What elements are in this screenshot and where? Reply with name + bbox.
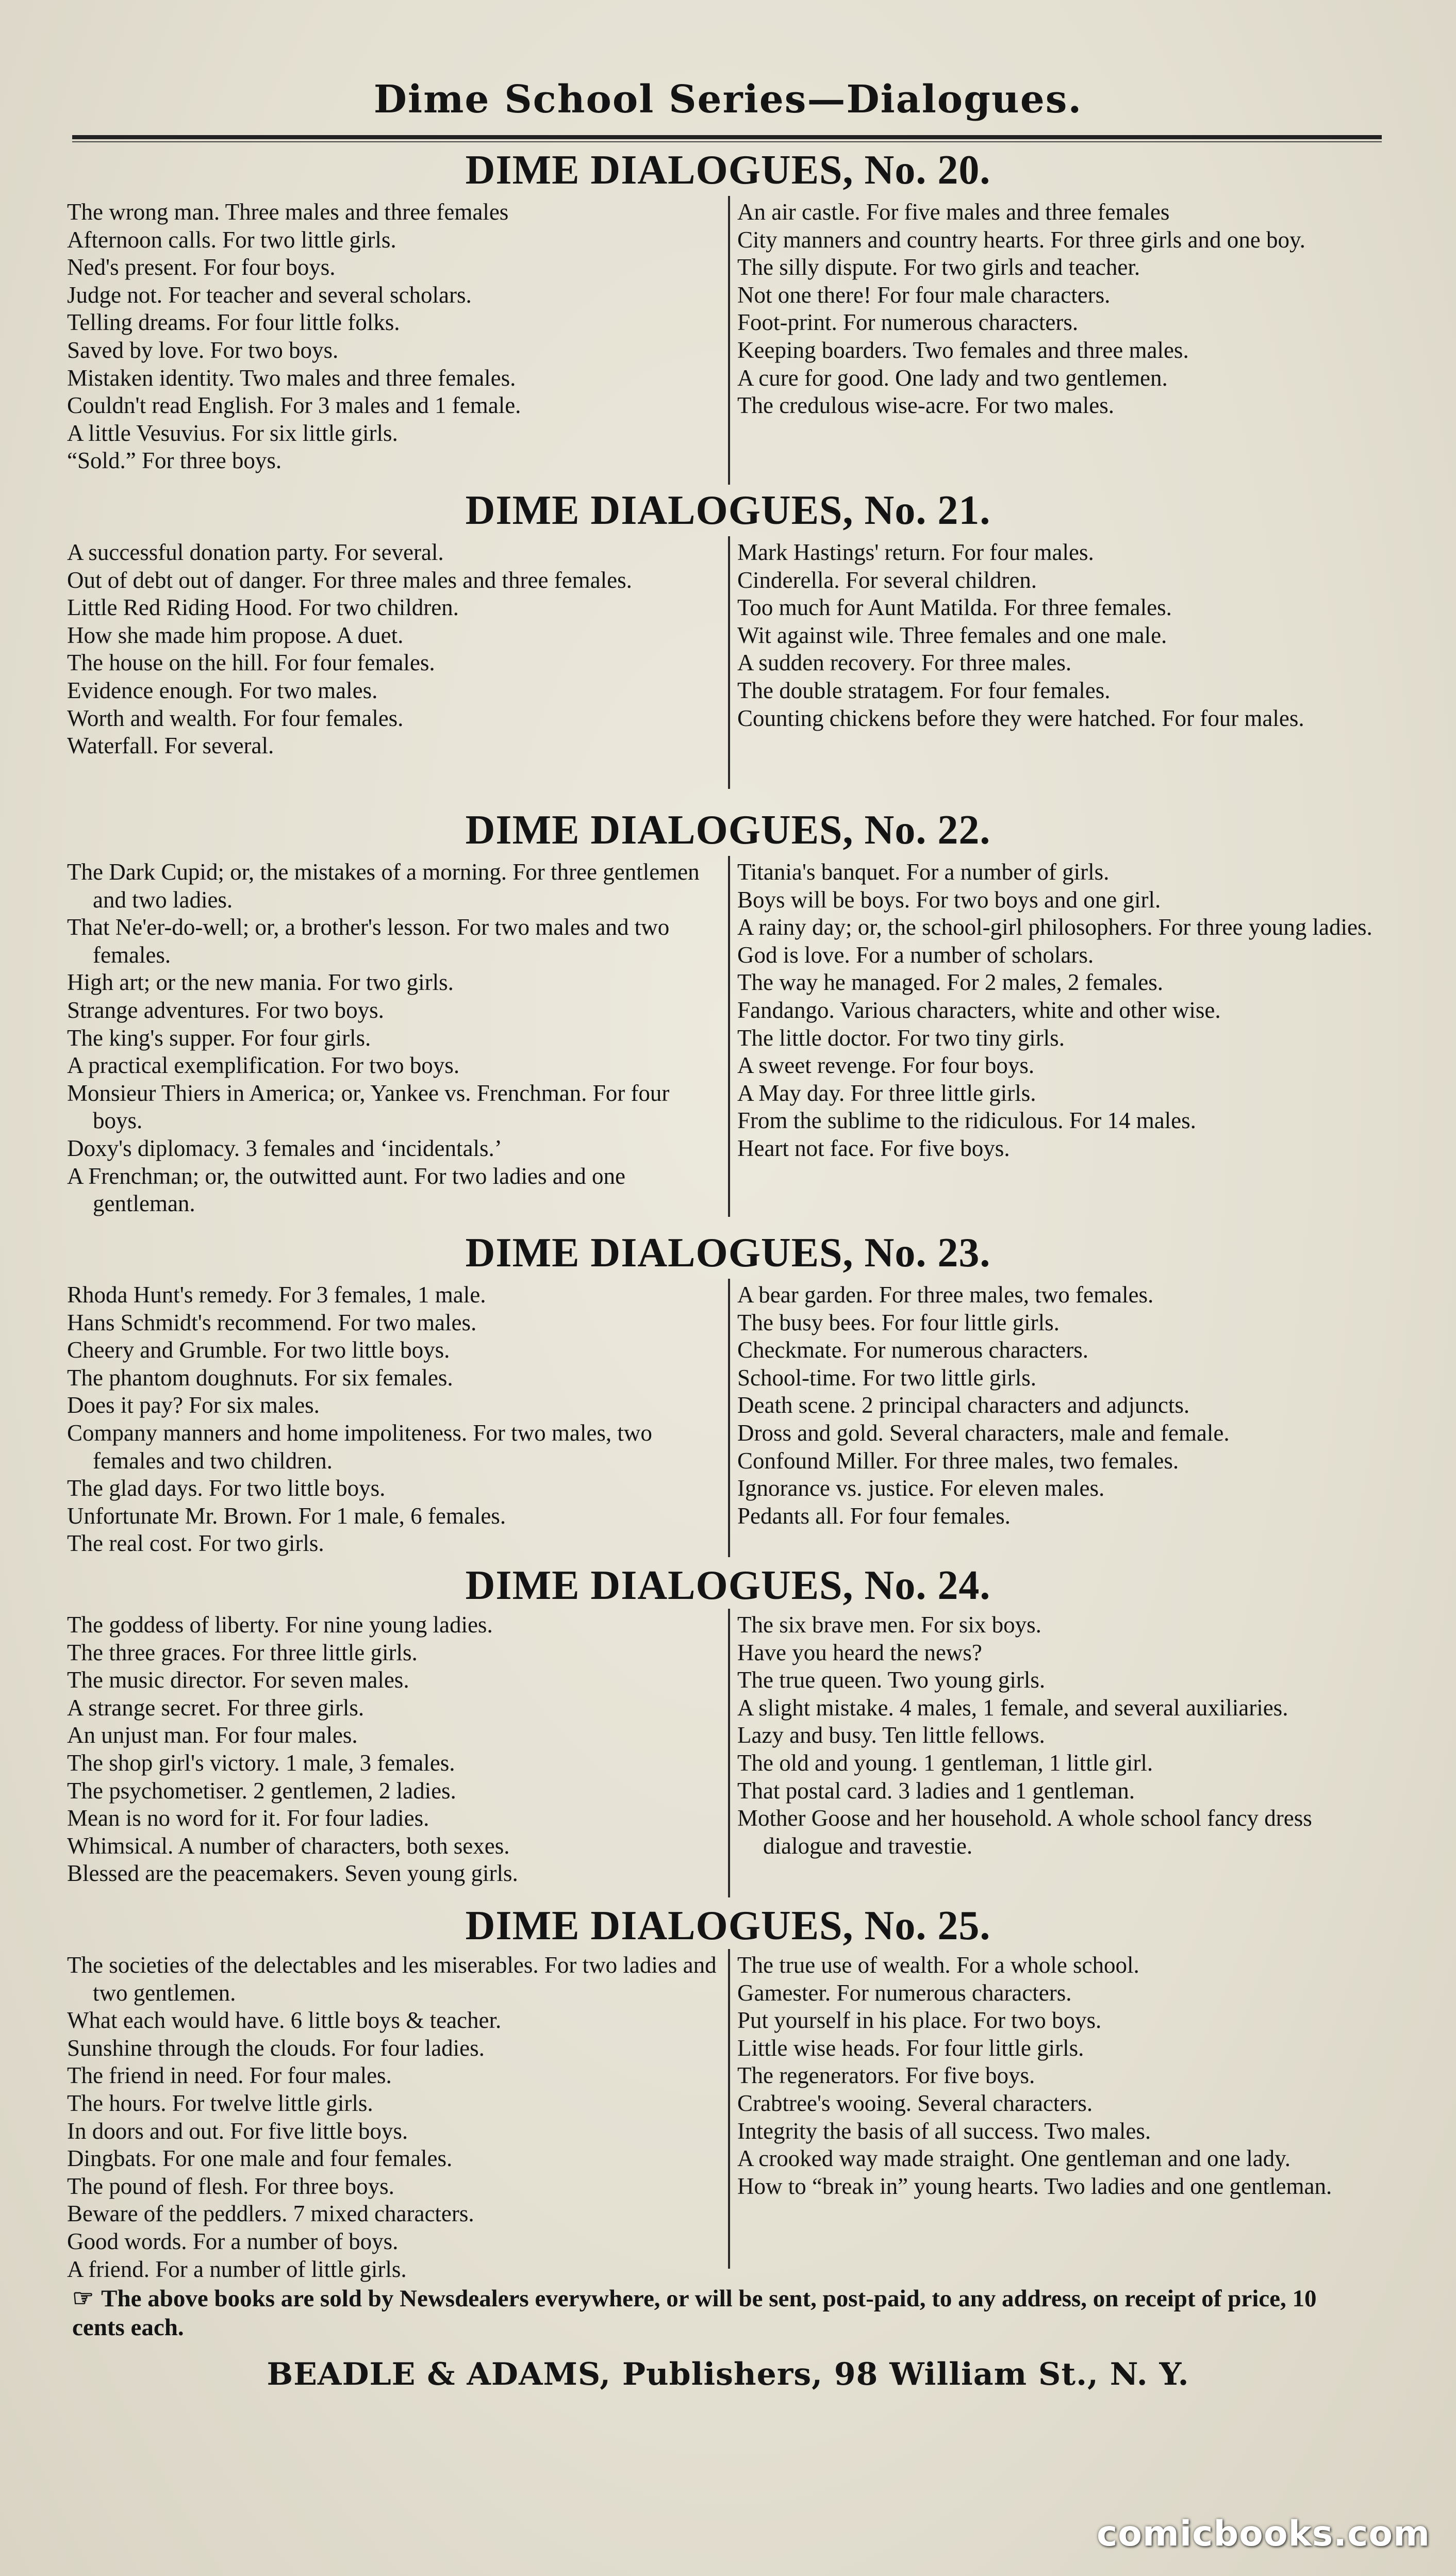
dialogue-entry: Crabtree's wooing. Several characters.: [737, 2090, 1093, 2116]
dialogue-entry: Doxy's diplomacy. 3 females and ‘incidentals.’: [67, 1135, 502, 1161]
dialogue-entry: A May day. For three little girls.: [737, 1080, 1036, 1106]
dialogue-entry: High art; or the new mania. For two girls.: [67, 969, 454, 996]
dialogue-entry: “Sold.” For three boys.: [67, 448, 282, 474]
dialogue-entry: The little doctor. For two tiny girls.: [737, 1025, 1065, 1051]
dialogue-entry: Gamester. For numerous characters.: [737, 1979, 1072, 2006]
dialogue-entry: Monsieur Thiers in America; or, Yankee vs. Frenchman. For four boys.: [67, 1080, 670, 1134]
dialogue-entry: God is love. For a number of scholars.: [737, 942, 1094, 968]
dialogue-entry: Foot-print. For numerous characters.: [737, 309, 1079, 336]
left-column: [67, 539, 722, 760]
dialogue-entry: Fandango. Various characters, white and other wise.: [737, 997, 1221, 1023]
dialogue-entry: In doors and out. For five little boys.: [67, 2118, 408, 2144]
dialogue-entry: Keeping boarders. Two females and three males.: [737, 337, 1189, 363]
right-column: [737, 539, 1392, 732]
dialogue-entry: Saved by love. For two boys.: [67, 337, 339, 363]
section-title: DIME DIALOGUES, No. 25.: [465, 1903, 991, 1948]
dialogue-entry: From the sublime to the ridiculous. For 14 males.: [737, 1108, 1196, 1134]
section-title: DIME DIALOGUES, No. 24.: [465, 1563, 991, 1608]
dialogue-entry: The Dark Cupid; or, the mistakes of a morning. For three gentlemen and two ladies.: [67, 859, 700, 913]
dialogue-entry: Does it pay? For six males.: [67, 1392, 320, 1418]
dialogue-entry: How she made him propose. A duet.: [67, 622, 404, 648]
dialogue-entry: Mean is no word for it. For four ladies.: [67, 1805, 429, 1831]
dialogue-entry: Out of debt out of danger. For three males and three females.: [67, 567, 632, 593]
dialogue-entry: Dingbats. For one male and four females.: [67, 2145, 453, 2172]
dialogue-entry: Not one there! For four male characters.: [737, 282, 1111, 308]
right-column: [737, 1611, 1392, 1860]
dialogue-entry: Rhoda Hunt's remedy. For 3 females, 1 male.: [67, 1282, 486, 1308]
dialogue-entry: The friend in need. For four males.: [67, 2062, 392, 2089]
dialogue-entry: The old and young. 1 gentleman, 1 little girl.: [737, 1749, 1153, 1776]
left-column: [67, 1952, 722, 2283]
dialogue-entry: The phantom doughnuts. For six females.: [67, 1364, 453, 1391]
dialogue-entry: Evidence enough. For two males.: [67, 677, 378, 703]
dialogue-entry: The societies of the delectables and les miserables. For two ladies and two gentlemen.: [67, 1952, 717, 2006]
dialogue-entry: Telling dreams. For four little folks.: [67, 309, 400, 336]
dialogue-entry: Wit against wile. Three females and one male.: [737, 622, 1167, 648]
dialogue-entry: The house on the hill. For four females.: [67, 650, 435, 676]
section-title: DIME DIALOGUES, No. 21.: [465, 488, 991, 533]
dialogue-entry: The double stratagem. For four females.: [737, 677, 1111, 703]
column-divider: [728, 536, 730, 789]
dialogue-entry: The glad days. For two little boys.: [67, 1475, 386, 1501]
dialogue-entry: Beware of the peddlers. 7 mixed characters.: [67, 2201, 474, 2227]
dialogue-entry: Put yourself in his place. For two boys.: [737, 2007, 1102, 2034]
dialogue-entry: Waterfall. For several.: [67, 733, 274, 759]
dialogue-entry: The king's supper. For four girls.: [67, 1025, 371, 1051]
dialogue-entry: The regenerators. For five boys.: [737, 2062, 1035, 2089]
header-rule-thin: [72, 141, 1382, 142]
page-header: Dime School Series—Dialogues.: [373, 77, 1083, 122]
dialogue-entry: Little wise heads. For four little girls.: [737, 2035, 1084, 2061]
pointing-hand-icon: ☞: [72, 2285, 94, 2312]
column-divider: [728, 1609, 730, 1897]
left-column: [67, 1611, 722, 1888]
dialogue-entry: Sunshine through the clouds. For four ladies.: [67, 2035, 485, 2061]
dialogue-entry: The true use of wealth. For a whole school.: [737, 1952, 1139, 1978]
dialogue-entry: A practical exemplification. For two boys.: [67, 1052, 460, 1079]
dialogue-entry: A successful donation party. For several.: [67, 539, 444, 565]
header-rule: [72, 135, 1382, 139]
dialogue-entry: The three graces. For three little girls.: [67, 1639, 418, 1665]
dialogue-entry: Unfortunate Mr. Brown. For 1 male, 6 females.: [67, 1502, 506, 1529]
dialogue-entry: A sudden recovery. For three males.: [737, 650, 1072, 676]
dialogue-entry: The wrong man. Three males and three females: [67, 199, 509, 225]
dialogue-entry: Mother Goose and her household. A whole school fancy dress dialogue and travestie.: [737, 1805, 1312, 1859]
ordering-notice: [72, 2284, 1361, 2342]
dialogue-entry: The pound of flesh. For three boys.: [67, 2173, 394, 2199]
dialogue-entry: Mistaken identity. Two males and three females.: [67, 365, 516, 391]
dialogue-entry: Whimsical. A number of characters, both sexes.: [67, 1832, 510, 1859]
dialogue-entry: Checkmate. For numerous characters.: [737, 1337, 1088, 1363]
dialogue-entry: The shop girl's victory. 1 male, 3 females.: [67, 1749, 455, 1776]
right-column: [737, 858, 1392, 1163]
left-column: [67, 1281, 722, 1558]
column-divider: [728, 1279, 730, 1557]
notice-text: The above books are sold by Newsdealers everywhere, or will be sent, post-paid, to any address, on receipt of price, 10 cents each.: [72, 2285, 1317, 2341]
column-divider: [728, 196, 730, 485]
dialogue-entry: An unjust man. For four males.: [67, 1722, 358, 1748]
dialogue-entry: Boys will be boys. For two boys and one girl.: [737, 886, 1161, 913]
publisher-line: BEADLE & ADAMS, Publishers, 98 William St., N. Y.: [267, 2356, 1189, 2392]
dialogue-entry: A rainy day; or, the school-girl philosophers. For three young ladies.: [737, 914, 1372, 940]
dialogue-entry: Little Red Riding Hood. For two children.: [67, 595, 459, 621]
dialogue-entry: The music director. For seven males.: [67, 1667, 409, 1693]
dialogue-entry: Have you heard the news?: [737, 1639, 982, 1665]
dialogue-entry: School-time. For two little girls.: [737, 1364, 1036, 1391]
dialogue-entry: How to “break in” young hearts. Two ladies and one gentleman.: [737, 2173, 1332, 2199]
site-watermark: comicbooks.com: [1096, 2514, 1430, 2554]
dialogue-entry: A strange secret. For three girls.: [67, 1694, 365, 1721]
dialogue-entry: The six brave men. For six boys.: [737, 1612, 1041, 1638]
dialogue-entry: Judge not. For teacher and several scholars.: [67, 282, 472, 308]
dialogue-entry: Company manners and home impoliteness. For two males, two females and two children.: [67, 1419, 652, 1474]
dialogue-entry: The psychometiser. 2 gentlemen, 2 ladies.: [67, 1777, 456, 1804]
dialogue-entry: That postal card. 3 ladies and 1 gentleman.: [737, 1777, 1135, 1804]
dialogue-entry: Good words. For a number of boys.: [67, 2228, 399, 2254]
dialogue-entry: Dross and gold. Several characters, male and female.: [737, 1419, 1230, 1446]
dialogue-entry: A friend. For a number of little girls.: [67, 2256, 407, 2282]
dialogue-entry: Ned's present. For four boys.: [67, 254, 336, 280]
dialogue-entry: Mark Hastings' return. For four males.: [737, 539, 1094, 565]
dialogue-entry: Counting chickens before they were hatched. For four males.: [737, 705, 1304, 731]
dialogue-entry: The way he managed. For 2 males, 2 females.: [737, 969, 1163, 996]
section-title: DIME DIALOGUES, No. 22.: [465, 807, 991, 853]
dialogue-entry: The hours. For twelve little girls.: [67, 2090, 373, 2116]
dialogue-entry: Integrity the basis of all success. Two males.: [737, 2118, 1151, 2144]
dialogue-entry: Strange adventures. For two boys.: [67, 997, 384, 1023]
column-divider: [728, 1949, 730, 2269]
dialogue-entry: The silly dispute. For two girls and teacher.: [737, 254, 1140, 280]
dialogue-entry: That Ne'er-do-well; or, a brother's lesson. For two males and two females.: [67, 914, 670, 968]
dialogue-entry: An air castle. For five males and three females: [737, 199, 1170, 225]
dialogue-entry: Confound Miller. For three males, two females.: [737, 1447, 1179, 1474]
dialogue-entry: Lazy and busy. Ten little fellows.: [737, 1722, 1045, 1748]
dialogue-entry: A sweet revenge. For four boys.: [737, 1052, 1035, 1079]
dialogue-entry: A cure for good. One lady and two gentlemen.: [737, 365, 1168, 391]
left-column: [67, 858, 722, 1218]
right-column: [737, 199, 1392, 420]
dialogue-entry: Couldn't read English. For 3 males and 1 female.: [67, 392, 521, 419]
section-title: DIME DIALOGUES, No. 23.: [465, 1230, 991, 1276]
dialogue-entry: Death scene. 2 principal characters and adjuncts.: [737, 1392, 1190, 1418]
dialogue-entry: The credulous wise-acre. For two males.: [737, 392, 1115, 419]
dialogue-entry: A bear garden. For three males, two females.: [737, 1282, 1154, 1308]
right-column: [737, 1281, 1392, 1530]
dialogue-entry: Cinderella. For several children.: [737, 567, 1037, 593]
dialogue-entry: The true queen. Two young girls.: [737, 1667, 1046, 1693]
left-column: [67, 199, 722, 475]
column-divider: [728, 856, 730, 1217]
dialogue-entry: Cheery and Grumble. For two little boys.: [67, 1337, 450, 1363]
right-column: [737, 1952, 1392, 2200]
dialogue-entry: Titania's banquet. For a number of girls.: [737, 859, 1110, 885]
dialogue-entry: What each would have. 6 little boys & teacher.: [67, 2007, 502, 2034]
dialogue-entry: Hans Schmidt's recommend. For two males.: [67, 1309, 477, 1335]
dialogue-entry: A slight mistake. 4 males, 1 female, and several auxiliaries.: [737, 1694, 1288, 1721]
dialogue-entry: Ignorance vs. justice. For eleven males.: [737, 1475, 1105, 1501]
dialogue-entry: Worth and wealth. For four females.: [67, 705, 404, 731]
dialogue-entry: A Frenchman; or, the outwitted aunt. For two ladies and one gentleman.: [67, 1163, 625, 1217]
dialogue-entry: City manners and country hearts. For three girls and one boy.: [737, 226, 1305, 253]
section-title: DIME DIALOGUES, No. 20.: [465, 147, 991, 193]
dialogue-entry: Blessed are the peacemakers. Seven young girls.: [67, 1860, 518, 1887]
dialogue-entry: Too much for Aunt Matilda. For three females.: [737, 595, 1172, 621]
dialogue-entry: A little Vesuvius. For six little girls.: [67, 420, 398, 446]
dialogue-entry: Pedants all. For four females.: [737, 1502, 1011, 1529]
dialogue-entry: A crooked way made straight. One gentleman and one lady.: [737, 2145, 1290, 2172]
dialogue-entry: The busy bees. For four little girls.: [737, 1309, 1060, 1335]
dialogue-entry: The real cost. For two girls.: [67, 1530, 324, 1557]
dialogue-entry: The goddess of liberty. For nine young ladies.: [67, 1612, 493, 1638]
dialogue-entry: Heart not face. For five boys.: [737, 1135, 1010, 1161]
dialogue-entry: Afternoon calls. For two little girls.: [67, 226, 396, 253]
